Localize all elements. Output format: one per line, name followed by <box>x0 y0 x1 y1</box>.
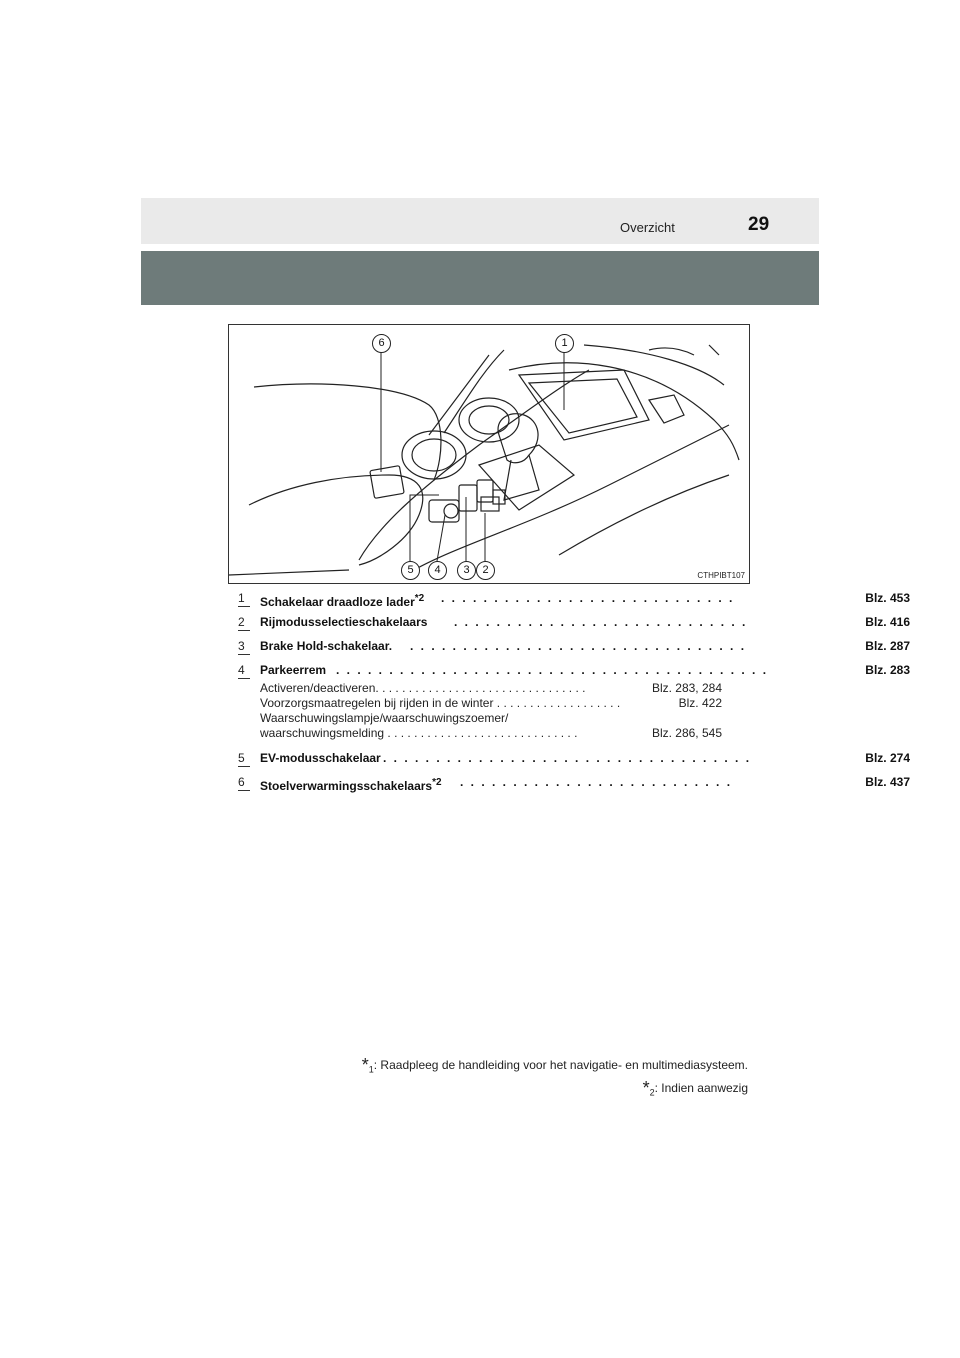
item-number: 6 <box>238 775 250 791</box>
callout-4: 4 <box>428 561 447 580</box>
item-label: Stoelverwarmingsschakelaars$^{*2}$ <box>260 777 442 793</box>
shift-knob <box>498 414 538 463</box>
item-page-ref: Blz. 287 <box>865 639 910 653</box>
item-number: 2 <box>238 615 250 631</box>
item-page-ref: Blz. 437 <box>865 775 910 789</box>
subitem <box>260 711 508 726</box>
item-page-ref: Blz. 274 <box>865 751 910 765</box>
parking-brake-switch <box>444 504 458 518</box>
callout-3: 3 <box>457 561 476 580</box>
callout-2: 2 <box>476 561 495 580</box>
item-label: Parkeerrem <box>260 663 327 677</box>
figure-code: CTHPIBT107 <box>697 571 745 580</box>
footnote-2 <box>643 1078 748 1099</box>
header-band <box>141 198 819 244</box>
footnote-mark: * <box>642 1078 650 1098</box>
item-label: Brake Hold-schakelaar. <box>260 639 393 653</box>
leader-dots: . . . . . . . . . . . . . . . . . . . . . . . . . . . . . . . . . . . . . . . . . <box>336 663 769 677</box>
subitem <box>260 726 722 741</box>
footnote-1 <box>362 1055 748 1076</box>
item-number: 4 <box>238 663 250 679</box>
center-console-illustration <box>228 324 750 584</box>
console-drawing <box>229 325 750 584</box>
item-number: 1 <box>238 591 250 607</box>
leader-dots: . . . . . . . . . . . . . . . . . . . . . . . . . . . . <box>454 615 748 629</box>
callout-5: 5 <box>401 561 420 580</box>
item-label: EV-modusschakelaar <box>260 751 381 765</box>
leader-dots: . . . . . . . . . . . . . . . . . . . <box>493 696 621 710</box>
subitem <box>260 696 722 711</box>
footnote-text: : Raadpleeg de handleiding voor het navigatie- en multimediasysteem. <box>373 1058 748 1072</box>
item-page-ref: Blz. 416 <box>865 615 910 629</box>
page-number: 29 <box>748 214 770 235</box>
footnote-index: 2 <box>649 1087 655 1098</box>
leader-dots: . . . . . . . . . . . . . . . . . . . . . . . . . . . . . . . . . . . <box>383 751 752 765</box>
item-page-ref: Blz. 453 <box>865 591 910 605</box>
subitem-page-ref: Blz. 286, 545 <box>651 726 722 740</box>
leader-5 <box>410 495 439 561</box>
footnote-index: 1 <box>368 1064 374 1075</box>
item-number: 3 <box>238 639 250 655</box>
item-label: Rijmodusselectieschakelaars <box>260 615 428 629</box>
item-label: Schakelaar draadloze lader$^{*2}$ <box>260 593 425 609</box>
footnote-text: : Indien aanwezig <box>654 1081 748 1095</box>
subitem <box>260 681 722 696</box>
leader-dots: . . . . . . . . . . . . . . . . . . . . . . . . . . . . <box>441 591 735 605</box>
cup-holder-rear <box>459 398 519 442</box>
subitem-page-ref: Blz. 283, 284 <box>651 681 722 695</box>
item-number: 5 <box>238 751 250 767</box>
subitem-text: Waarschuwingslampje/waarschuwingszoemer/ <box>260 711 509 725</box>
seat-outline <box>254 384 441 480</box>
callout-1: 1 <box>555 334 574 353</box>
callout-6: 6 <box>372 334 391 353</box>
section-title: Overzicht <box>620 220 675 235</box>
leader-dots: . . . . . . . . . . . . . . . . . . . . . . . . . . . . . . . . <box>410 639 747 653</box>
leader-dots: . . . . . . . . . . . . . . . . . . . . . . . . . . . . . . . . <box>375 681 586 695</box>
subitem-text: Voorzorgsmaatregelen bij rijden in de winter <box>260 696 494 710</box>
leader-dots: . . . . . . . . . . . . . . . . . . . . . . . . . . . . . <box>384 726 578 740</box>
leader-dots: . . . . . . . . . . . . . . . . . . . . . . . . . . <box>460 775 733 789</box>
subitem-text: waarschuwingsmelding <box>260 726 385 740</box>
chapter-band <box>141 251 819 305</box>
subitem-page-ref: Blz. 422 <box>678 696 722 710</box>
item-page-ref: Blz. 283 <box>865 663 910 677</box>
subitem-text: Activeren/deactiveren <box>260 681 376 695</box>
seat-heater-switch <box>370 466 404 499</box>
footnote-mark: * <box>361 1055 369 1075</box>
